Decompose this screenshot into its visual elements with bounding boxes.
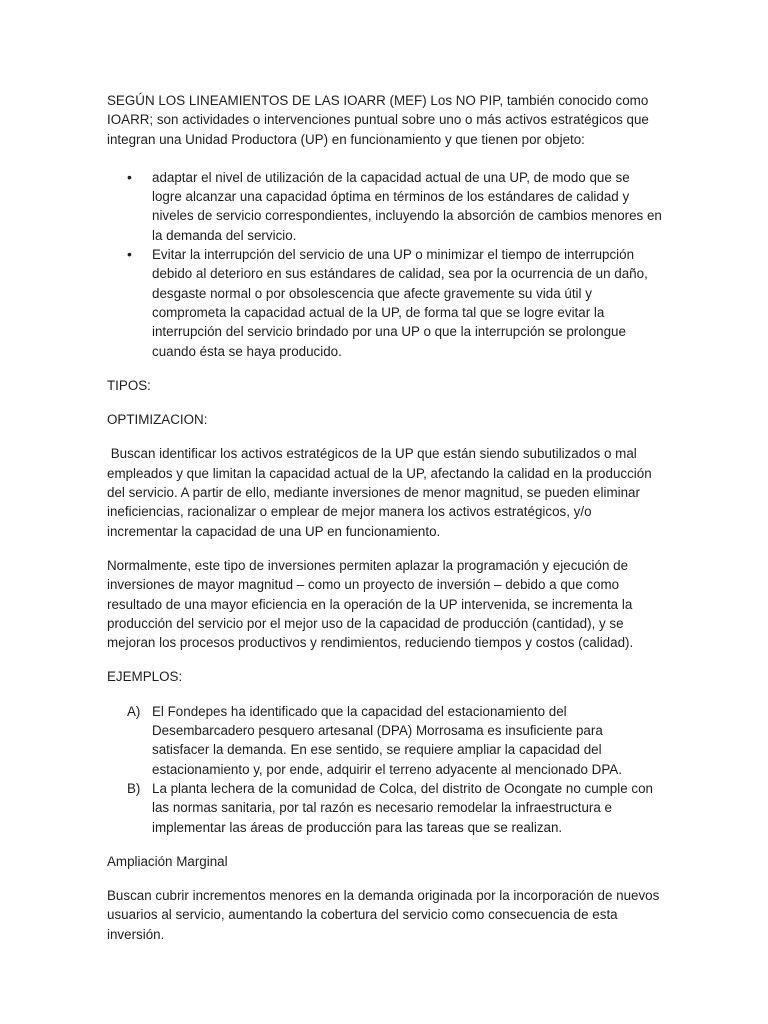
list-item-text: adaptar el nivel de utilización de la capacidad actual de una UP, de modo que se logre alcanzar una capacidad óptima en términos de los estándares de calidad y niveles de servicio correspondientes, incluyendo la absorción de cambios menores en la demanda del servicio. <box>152 169 662 243</box>
list-item-text: La planta lechera de la comunidad de Colca, del distrito de Ocongate no cumple con las normas sanitaria, por tal razón es necesario remodelar la infraestructura e implementar las áreas de producción para las tareas que se realizan. <box>152 780 653 835</box>
bullet-icon: • <box>127 168 132 185</box>
examples-list <box>107 702 663 837</box>
intro-paragraph: SEGÚN LOS LINEAMIENTOS DE LAS IOARR (MEF) Los NO PIP, también conocido como IOARR; son actividades o intervenciones puntual sobre uno o más activos estratégicos que integran una Unidad Productora (UP) en funcionamiento y que tienen por objeto: <box>107 93 649 147</box>
ejemplos-heading: EJEMPLOS: <box>107 669 183 685</box>
objectives-list <box>107 168 663 361</box>
list-item <box>107 702 663 779</box>
optimizacion-paragraph-1: Buscan identificar los activos estratégicos de la UP que están siendo subutilizados o mal empleados y que limitan la capacidad actual de la UP, afectando la calidad en la producción del servicio. A partir de ello, mediante inversiones de menor magnitud, se pueden eliminar ineficiencias, racionalizar o emplear de mejor manera los activos estratégicos, y/o incrementar la capacidad de una UP en funcionamiento. <box>107 446 656 539</box>
tipos-heading: TIPOS: <box>107 377 151 393</box>
list-marker: B) <box>127 780 141 796</box>
list-marker: A) <box>127 703 141 719</box>
list-item <box>107 168 663 245</box>
list-item <box>107 245 663 361</box>
list-item-text: Evitar la interrupción del servicio de una UP o minimizar el tiempo de interrupción debido al deterioro en sus estándares de calidad, sea por la ocurrencia de un daño, desgaste normal o por obsolescencia que afecte gravemente su vida útil y comprometa la capacidad actual de la UP, de forma tal que se logre evitar la interrupción del servicio brindado por una UP o que la interrupción se prolongue cuando ésta se haya producido. <box>152 247 648 359</box>
optimizacion-paragraph-2: Normalmente, este tipo de inversiones permiten aplazar la programación y ejecución de inversiones de mayor magnitud – como un proyecto de inversión – debido a que como resultado de una mayor eficiencia en la operación de la UP intervenida, se incrementa la producción del servicio por el mejor uso de la capacidad de producción (cantidad), y se mejoran los procesos productivos y rendimientos, reduciendo tiempos y costos (calidad). <box>107 557 634 651</box>
bullet-icon: • <box>127 246 132 263</box>
ampliacion-paragraph-1: Buscan cubrir incrementos menores en la demanda originada por la incorporación de nuevos usuarios al servicio, aumentando la cobertura del servicio como consecuencia de esta inversión. <box>107 888 660 942</box>
ampliacion-heading: Ampliación Marginal <box>107 853 228 869</box>
optimizacion-heading: OPTIMIZACION: <box>107 412 208 428</box>
list-item-text: El Fondepes ha identificado que la capacidad del estacionamiento del Desembarcadero pesquero artesanal (DPA) Morrosama es insuficiente para satisfacer la demanda. En ese sentido, se requiere ampliar la capacidad del estacionamiento y, por ende, adquirir el terreno adyacente al mencionado DPA. <box>152 703 622 777</box>
list-item <box>107 779 663 837</box>
document-page <box>107 91 663 959</box>
